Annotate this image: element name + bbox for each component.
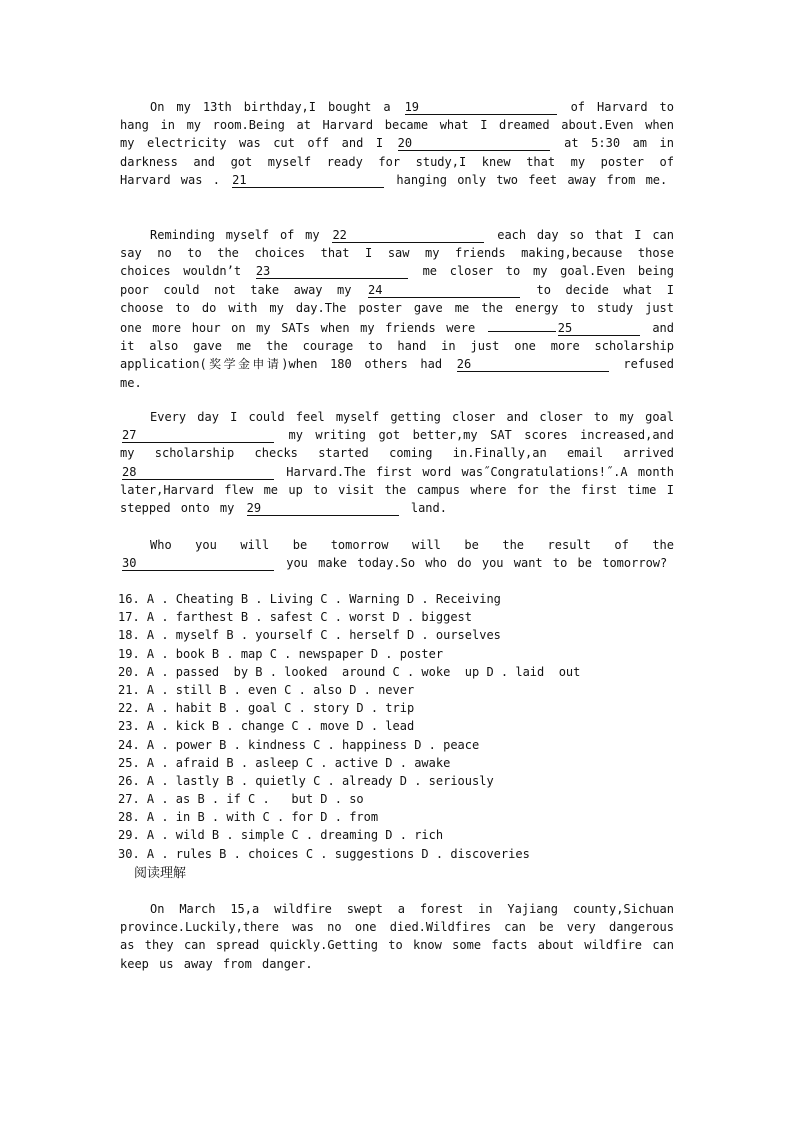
- cloze-paragraph-2: [120, 226, 674, 392]
- blank-26: 26: [457, 357, 609, 372]
- option-row: 22. A . habit B . goal C . story D . trip: [118, 701, 415, 716]
- text: at 5:30 am in darkness and got myself ready for study,I knew that my poster of Harvard was .: [120, 136, 675, 187]
- option-row: 20. A . passed by B . looked around C . woke up D . laid out: [118, 664, 581, 679]
- blank-28: 28: [122, 465, 274, 480]
- text: to decide what I choose to do with my day.The poster gave me the energy to study just one more hour on my SATs when my friends were: [120, 282, 674, 336]
- section-title-reading: 阅读理解: [134, 866, 187, 881]
- text: hanging only two feet away from me.: [396, 172, 668, 187]
- cloze-paragraph-1: [120, 98, 674, 189]
- text: Harvard.The first word was˝Congratulations!˝.A month later,Harvard flew me up to visit the campus where for the first time I stepped onto my: [120, 464, 674, 516]
- text: of Harvard to hang in my room.Being at Harvard became what I dreamed about.Even when my electricity was cut off and I: [120, 100, 675, 151]
- option-row: 16. A . Cheating B . Living C . Warning D . Receiving: [118, 592, 501, 606]
- blank-30: 30: [122, 556, 274, 571]
- text: Who you will be tomorrow will be the result of the: [150, 538, 674, 552]
- text: land.: [410, 501, 447, 516]
- text: On my 13th birthday,I bought a: [150, 100, 391, 114]
- blank-22: 22: [332, 228, 484, 243]
- text: Reminding myself of my: [150, 228, 320, 242]
- cloze-paragraph-3: [120, 408, 674, 517]
- text: each day so that I can say no to the choices that I saw my friends making,because those choices wouldn’t: [120, 228, 674, 279]
- blank-29: 29: [247, 501, 399, 516]
- reading-paragraph-1: [120, 900, 674, 973]
- blank-19: 19: [405, 100, 557, 115]
- blank-27: 27: [122, 428, 274, 443]
- options-list: [118, 590, 678, 863]
- text: and it also gave me the courage to hand in just one more scholarship application(: [120, 321, 675, 372]
- option-row: 30. A . rules B . choices C . suggestions D . discoveries: [118, 846, 530, 861]
- text: On March 15,a wildfire swept a forest in Yajiang county,Sichuan province.Luckily,there was no one died.Wildfires can be very dangerous as they can spread quickly.Getting to know some facts about wildfire can keep us away from danger.: [120, 902, 674, 971]
- option-row: 28. A . in B . with C . for D . from: [118, 810, 379, 825]
- text-cjk: 奖学金申请: [206, 357, 282, 372]
- blank-21: 21: [232, 173, 384, 188]
- option-row: 27. A . as B . if C . but D . so: [118, 792, 364, 807]
- blank-23: 23: [256, 264, 408, 279]
- option-row: 18. A . myself B . yourself C . herself D . ourselves: [118, 628, 501, 643]
- option-row: 19. A . book B . map C . newspaper D . poster: [118, 646, 444, 661]
- text: me closer to my goal.Even being poor could not take away my: [120, 264, 675, 297]
- text: refused me.: [120, 357, 674, 390]
- option-row: 25. A . afraid B . asleep C . active D . awake: [118, 755, 451, 770]
- blank-25: 25: [558, 321, 640, 336]
- text: )when 180 others had: [281, 357, 443, 372]
- blank-25-lead: [488, 317, 556, 332]
- cloze-paragraph-4: [120, 536, 674, 572]
- option-row: 26. A . lastly B . quietly C . already D . seriously: [118, 773, 494, 788]
- text: Every day I could feel myself getting closer and closer to my goal: [150, 410, 674, 424]
- option-row: 24. A . power B . kindness C . happiness D . peace: [118, 737, 480, 752]
- text: my writing got better,my SAT scores increased,and my scholarship checks started coming in.Finally,an email arrived: [120, 428, 674, 461]
- option-row: 21. A . still B . even C . also D . never: [118, 682, 415, 697]
- blank-24: 24: [368, 283, 520, 298]
- option-row: 17. A . farthest B . safest C . worst D . biggest: [118, 610, 473, 625]
- blank-20: 20: [398, 136, 550, 151]
- option-row: 29. A . wild B . simple C . dreaming D . rich: [118, 828, 444, 843]
- text: you make today.So who do you want to be tomorrow?: [286, 556, 668, 571]
- option-row: 23. A . kick B . change C . move D . lead: [118, 719, 415, 734]
